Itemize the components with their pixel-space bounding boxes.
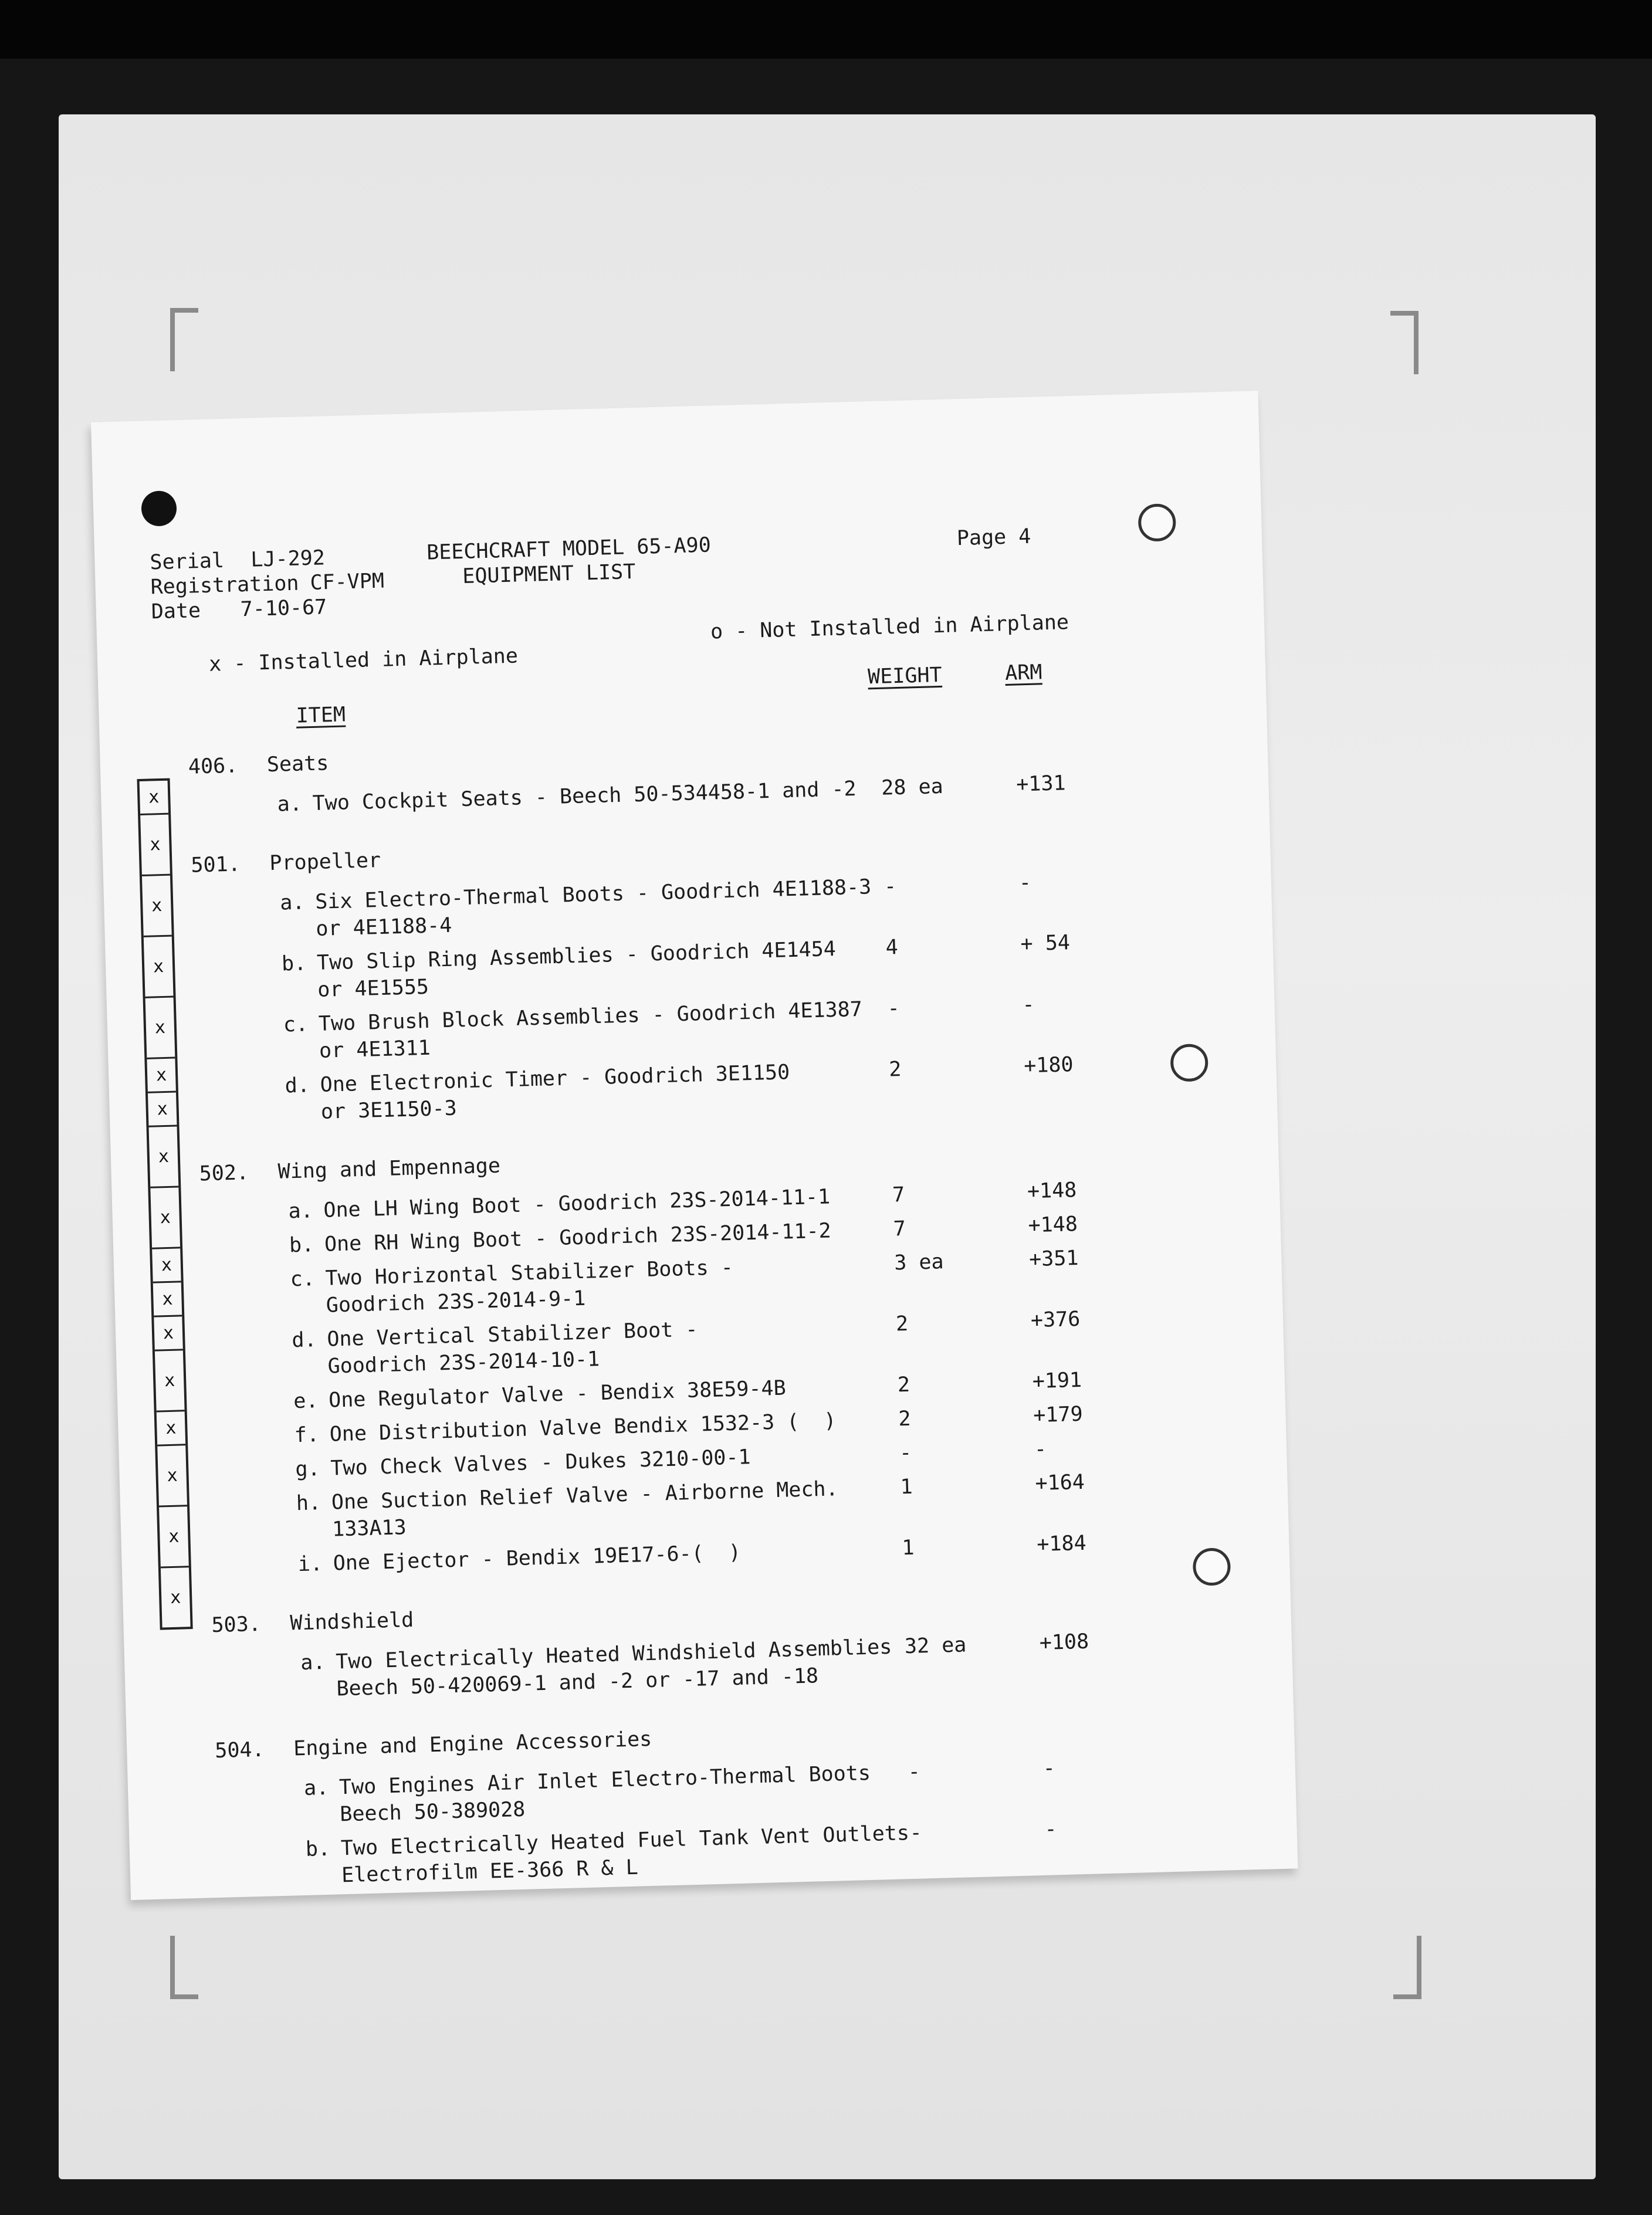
item-arm: +351 xyxy=(1028,1246,1079,1272)
item-description: One Suction Relief Valve - Airborne Mech. xyxy=(331,1477,839,1515)
item-description: One Vertical Stabilizer Boot - xyxy=(326,1318,698,1352)
crop-mark-top-left xyxy=(170,308,198,371)
item-description: or 3E1150-3 xyxy=(320,1096,458,1124)
section-title: Windshield xyxy=(289,1608,414,1635)
item-letter: a. xyxy=(300,1650,326,1675)
item-letter: b. xyxy=(305,1837,331,1861)
installed-check-box: x xyxy=(140,781,169,815)
item-letter: b. xyxy=(289,1233,314,1258)
item-arm: - xyxy=(1042,1756,1056,1780)
section-title: Wing and Empennage xyxy=(277,1154,501,1184)
item-description: Beech 50-389028 xyxy=(339,1797,526,1827)
installed-check-box: x xyxy=(148,1092,177,1127)
item-weight: 7 xyxy=(893,1217,906,1241)
page-number: Page 4 xyxy=(956,524,1031,551)
column-weight: WEIGHT xyxy=(867,663,943,689)
section-title: Propeller xyxy=(269,848,381,876)
item-letter: c. xyxy=(290,1267,316,1292)
item-description: Electrofilm EE-366 R & L xyxy=(341,1855,639,1888)
item-description: Two Electrically Heated Windshield Assemblies xyxy=(335,1635,892,1674)
item-weight: 2 xyxy=(895,1312,909,1336)
item-weight: 28 ea xyxy=(881,774,944,800)
item-description: or 4E1311 xyxy=(319,1036,431,1063)
section-title: Engine and Engine Accessories xyxy=(293,1727,652,1761)
installed-check-box: x xyxy=(150,1187,180,1249)
item-description: One Distribution Valve Bendix 1532-3 ( ) xyxy=(329,1409,837,1447)
crop-mark-top-right xyxy=(1390,311,1419,374)
item-arm: - xyxy=(1021,993,1035,1017)
section-number: 503. xyxy=(211,1612,262,1638)
item-arm: +191 xyxy=(1032,1368,1082,1394)
item-description: One Regulator Valve - Bendix 38E59-4B xyxy=(328,1376,787,1413)
item-weight: - xyxy=(899,1441,912,1465)
item-letter: c. xyxy=(283,1012,309,1037)
installed-check-box: x xyxy=(144,937,174,998)
equipment-list-sheet xyxy=(91,391,1298,1900)
item-arm: +376 xyxy=(1030,1307,1081,1333)
item-weight: - xyxy=(883,875,897,899)
binder-ring-bottom xyxy=(1193,1547,1231,1586)
item-weight: 1 xyxy=(900,1475,913,1499)
installed-check-box: x xyxy=(155,1350,185,1412)
installed-check-box: x xyxy=(149,1126,179,1188)
binder-ring-top xyxy=(1138,503,1176,542)
item-letter: i. xyxy=(297,1552,323,1577)
item-letter: e. xyxy=(293,1389,319,1414)
model-line: BEECHCRAFT MODEL 65-A90 xyxy=(426,533,712,565)
item-description: Goodrich 23S-2014-9-1 xyxy=(326,1286,586,1318)
item-letter: a. xyxy=(279,890,305,915)
item-weight: 7 xyxy=(892,1183,905,1207)
item-description: Two Cockpit Seats - Beech 50-534458-1 and -2 xyxy=(312,777,857,816)
item-arm: - xyxy=(1044,1817,1058,1841)
scanner-top-edge xyxy=(0,0,1652,59)
item-description: Two Slip Ring Assemblies - Goodrich 4E1454 xyxy=(316,937,837,975)
item-description: 133A13 xyxy=(331,1516,407,1542)
item-weight: 32 ea xyxy=(904,1633,967,1659)
item-weight: - xyxy=(908,1760,921,1784)
punch-hole xyxy=(141,490,177,527)
registration-value: CF-VPM xyxy=(310,569,385,595)
installed-check-box: x xyxy=(170,1587,181,1608)
serial-value: LJ-292 xyxy=(250,546,326,572)
item-weight: 4 xyxy=(885,936,899,960)
installed-check-box: x xyxy=(159,1506,189,1568)
item-weight: 2 xyxy=(888,1058,902,1082)
list-title: EQUIPMENT LIST xyxy=(462,560,636,588)
installed-check-box: x xyxy=(140,815,170,876)
binder-ring-middle xyxy=(1170,1044,1208,1082)
column-arm: ARM xyxy=(1004,661,1042,686)
serial-label: Serial xyxy=(149,548,225,575)
legend-not-installed: o - Not Installed in Airplane xyxy=(710,611,1069,644)
item-description: One RH Wing Boot - Goodrich 23S-2014-11-2 xyxy=(324,1219,832,1256)
item-description: Beech 50-420069-1 and -2 or -17 and -18 xyxy=(336,1664,819,1701)
item-description: One LH Wing Boot - Goodrich 23S-2014-11-1 xyxy=(323,1185,831,1222)
item-description: One Electronic Timer - Goodrich 3E1150 xyxy=(320,1061,790,1097)
item-arm: + 54 xyxy=(1020,931,1071,956)
section-number: 502. xyxy=(199,1161,249,1186)
item-description: Two Brush Block Assemblies - Goodrich 4E1387 xyxy=(318,997,863,1036)
item-arm: - xyxy=(1034,1437,1047,1462)
column-item: ITEM xyxy=(296,703,346,728)
item-letter: d. xyxy=(291,1328,317,1353)
crop-mark-bottom-left xyxy=(170,1936,198,1999)
item-weight: 1 xyxy=(901,1536,915,1560)
item-arm: +180 xyxy=(1023,1053,1074,1078)
item-description: Goodrich 23S-2014-10-1 xyxy=(327,1347,600,1379)
date-label: Date xyxy=(151,599,201,624)
section-number: 504. xyxy=(214,1738,265,1763)
installed-check-box: x xyxy=(157,1445,187,1507)
item-arm: +148 xyxy=(1028,1213,1078,1238)
item-letter: g. xyxy=(294,1457,321,1482)
item-letter: f. xyxy=(294,1423,320,1448)
item-description: One Ejector - Bendix 19E17-6-( ) xyxy=(333,1540,742,1576)
item-weight: 2 xyxy=(897,1373,910,1397)
item-weight: - xyxy=(886,997,901,1021)
date-value: 7-10-67 xyxy=(240,595,327,622)
installed-check-box: x xyxy=(153,1282,182,1317)
installed-check-box: x xyxy=(145,998,175,1059)
item-weight: - xyxy=(909,1821,923,1845)
item-arm: - xyxy=(1018,871,1032,895)
item-arm: +131 xyxy=(1015,771,1067,797)
item-letter: a. xyxy=(277,792,303,817)
item-letter: b. xyxy=(281,951,307,976)
installed-check-box: x xyxy=(142,876,172,937)
item-weight: 2 xyxy=(898,1407,912,1431)
item-description: or 4E1188-4 xyxy=(315,913,452,941)
installed-check-box: x xyxy=(154,1316,183,1351)
item-description: or 4E1555 xyxy=(317,975,429,1002)
section-number: 501. xyxy=(190,852,241,878)
item-letter: a. xyxy=(303,1776,329,1801)
item-arm: +184 xyxy=(1036,1531,1087,1557)
item-description: Two Horizontal Stabilizer Boots - xyxy=(325,1255,734,1291)
section-title: Seats xyxy=(266,751,329,777)
registration-label: Registration xyxy=(150,571,299,600)
item-arm: +148 xyxy=(1027,1178,1077,1204)
item-arm: +179 xyxy=(1032,1402,1084,1428)
installed-check-column xyxy=(137,778,192,1630)
item-arm: +108 xyxy=(1039,1630,1089,1655)
item-letter: a. xyxy=(287,1199,314,1224)
crop-mark-bottom-right xyxy=(1393,1936,1421,1999)
installed-check-box: x xyxy=(147,1059,176,1093)
item-description: Two Electrically Heated Fuel Tank Vent Outlets xyxy=(340,1821,910,1861)
item-weight: 3 ea xyxy=(893,1250,945,1275)
installed-check-box: x xyxy=(152,1248,181,1283)
item-letter: d. xyxy=(285,1073,310,1098)
installed-check-box: x xyxy=(157,1411,186,1446)
item-letter: h. xyxy=(296,1491,321,1516)
legend-installed: x - Installed in Airplane xyxy=(208,644,519,676)
section-number: 406. xyxy=(188,754,238,779)
item-arm: +164 xyxy=(1034,1470,1085,1496)
item-description: Two Check Valves - Dukes 3210-00-1 xyxy=(330,1445,751,1481)
item-description: Two Engines Air Inlet Electro-Thermal Boots xyxy=(338,1761,871,1800)
item-description: Six Electro-Thermal Boots - Goodrich 4E1188-3 xyxy=(314,875,872,914)
